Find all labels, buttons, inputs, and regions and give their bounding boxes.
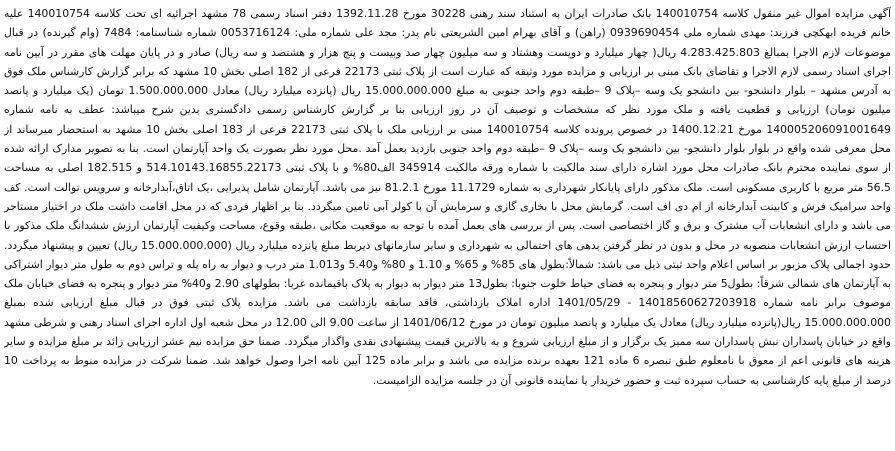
auction-notice-text: آگهی مزایده اموال غیر منقول کلاسه 140010754 بانک صادرات ایران به استناد سند رهنی 30228 مورخ 1392.11.28 دفتر اسناد رسمی 78 مشهد اجرائیه ای تحت کلاسه 140010754 علیه خانم فریده ابهکچی فرزند: مهدی شماره ملی 0939690454 (راهن) و آقای بهرام امین الشریعتی نام پدر: مجد علی شماره ملی: 0053716124 شماره شناسنامه: 7484 (وام گیرنده) در قبال موضوعات لازم الاجرا بمبالغ 4.283.425.803 ریال( چهار میلیارد و دویست وهشتاد و سه میلیون چهار صد وبیست و پنج هزار و هشتصد و سه ریال) صادر و در پایان مهلت های مقرر در آیین نامه اجرای اسناد رسمی لازم الاجرا و تقاضای بانک مبنی بر ارزیابی و مزایده مورد وثیقه که عبارت است از پلاک ثبتی 22173 فرعی از 182 اصلی بخش 10 مشهد که برابر گزارش کارشناس ملک فوق به آدرس مشهد – بلوار دانشجو- بین دانشجو یک وسه –پلاک 9 –طبقه دوم واحد جنوبی به مبلغ 15.000.000.000 ریال (پانزده میلیارد ریال) معادل 1.500.000.000 تومان (یک میلیارد و پانصد میلیون تومان) ارزیابی و قطعیت یافته و ملک مورد نظر که مشخصات و توصیف آن در روز ارزیابی بنا بر گزارش کارشناس رسمی دادگستری بدین شرح میباشد: عطف به نامه شماره 140005206091001649 مورخ 1400.12.21 در خصوص پرونده کلاسه 140010754 مبنی بر ارزیابی ملک با پلاک ثبتی 22173 فرعی از 183 اصلی بخش 10 مشهد به استحضار میرساند از محل معرفی شده واقع در بلوار بلوار دانشجو- بین دانشجو یک وسه –پلاک 9 –طبقه دوم واحد جنوبی بازدید بعمل آمد .محل مورد نظر بصورت یک واحد آپارتمان است. بنا به تصویر مدارک ارائه شده از سوی نماینده محترم بانک صادرات محل مورد اشاره دارای سند مالکیت با شماره ورقه مالکیت 345914 الف80% و با پلاک ثبتی 514.10143.16855.22173 و 182.515 اصلی به مساحت 56.5 متر مربع با کاربری مسکونی است. ملک مذکور دارای پایانکار شهرداری به شماره 11.1729 مورخ 81.2.1 نیز می باشد. آپارتمان شامل پذیرایی ،یک اتاق،آبدارخانه و سرویس توالت است. کف واحد سرامیک فرش و کابینت آبدارخانه از ام دی اف است. گرمایش محل با بخاری گازی و سرمایش آن با کولر آبی تامین میگردد. بنا بر اظهار فردی که در محل اقامت داشت ملک در اختیار مستاجر می باشد و دارای انشعابات آب مشترک و برق و گاز اختصاصی است. پس از بررسی های بعمل آمده با توجه به موقعیت مکانی ،طبقه وقوع، مساحت وکیفیت آپارتمان ارزش ششدانگ ملک مذکور با احتساب ارزش انشعابات منصوبه در محل و بدون در نظر گرفتن بدهی های احتمالی به شهرداری و سایر سازمانهای ذیربط مبلغ پانزده میلیارد ریال (15.000.000.000 ریال) تعیین و پیشنهاد میگردد. حدود اجمالی پلاک مزبور بر اساس اعلام واحد ثبتی ذیل می باشد: شمالاً:بطول های 85% و 65% و 1.10 و 80% و5.40 و1.013 متر درب و دیوار به راه پله و تراس دوم به طول متر دیوار اشتراکی به آپارتمان های شمالی شرقاً: بطول5 متر دیوار و پنجره به فضای حیاط خلوت جنوبا: بطول13 متر دیوار به دیوار به پلاک باقیمانده غربا: بطولهای 2.90 و40% متر دیوار و پنجره به فضای خیابان ملک موصوف برابر نامه شماره 14018560627203918 - 1401/05/29 اداره املاک بازداشتی، فاقد سابقه بازداشت می باشد. مزایده پلاک ثبتی فوق در قبال مبلغ ارزیابی شده بمبلغ 15.000.000.000 ریال(پانزده میلیارد ریال) معادل یک میلیارد و پانصد میلیون تومان در مورخ 1401/06/12 از ساعت 9.00 الی 12.00 در محل شعبه اول اداره اجرای اسناد رهنی و شرطی مشهد واقع در خیابان پاسداران نبش پاسداران سه ممیز یک برگزار و از مبلغ ارزیابی شروع و به بالاترین قیمت پیشنهادی نقدی واگذار میگردد. ضمنا حق مزایده نیم عشر ارزیابی زائد بر مبلغ مزایده و سایر هزینه های قانونی اعم از معوق با نامعلوم طبق تبصره 6 ماده 121 بعهده برنده مزایده می باشد و برابر ماده 125 آیین نامه اجرا وصول خواهد شد. ضمنا شرکت در مزایده منوط به پرداخت 10 درصد از مبلغ پایه کارشناسی به حساب سپرده ثبت و حضور خریدار یا نماینده قانونی آن در جلسه مزایده الزامیست. (4, 7, 891, 387)
